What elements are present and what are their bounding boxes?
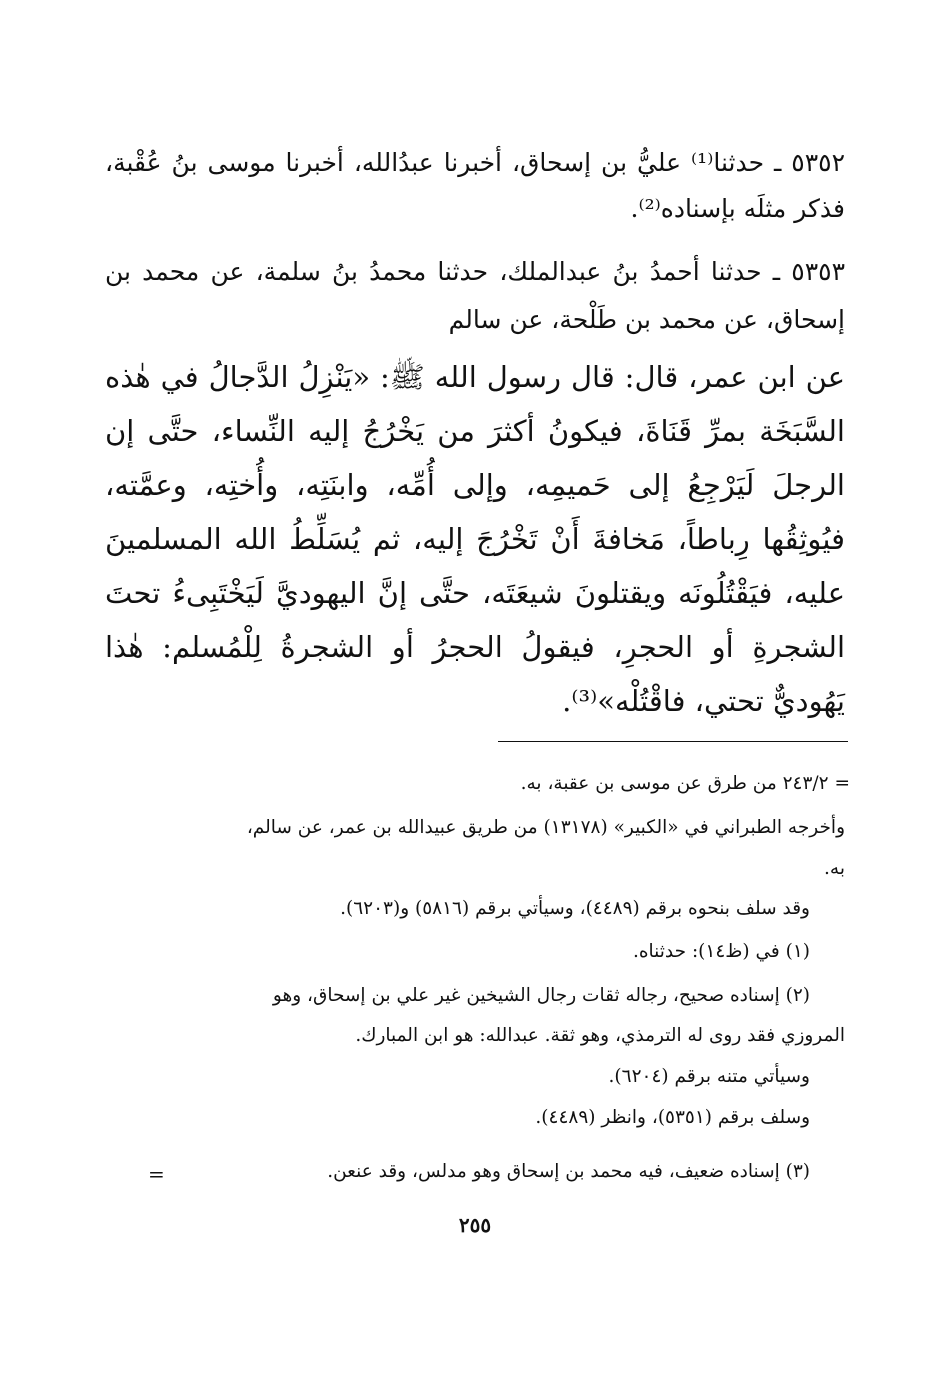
footnote-line: وسلف برقم (٥٣٥١)، وانظر (٤٤٨٩). [535,1107,810,1128]
footnote-3: (٣) إسناده ضعيف، فيه محمد بن إسحاق وهو مدلس، وقد عنعن. [327,1161,810,1182]
footnote-line: وسيأتي متنه برقم (٦٢٠٤). [608,1066,810,1087]
footnote-line: وقد سلف بنحوه برقم (٤٤٨٩)، وسيأتي برقم (٥٨١٦) و(٦٢٠٣). [340,898,810,919]
hadith-5353-isnad: ٥٣٥٣ ـ حدثنا أحمدُ بنُ عبدالملك، حدثنا محمدُ بنُ سلمة، عن محمد بن إسحاق، عن محمد بن طَلْحة، عن سالم [105,257,845,334]
page-number: ٢٥٥ [458,1213,492,1237]
footnote-line: به. [824,858,845,879]
footnote-line: = ٢٤٣/٢ من طرق عن موسى بن عقبة، به. [520,773,850,794]
footnote-separator [498,741,848,742]
hadith-5352: ٥٣٥٢ ـ حدثنا⁽¹⁾ عليُّ بن إسحاق، أخبرنا عبدُالله، أخبرنا موسى بنُ عُقْبة، فذكر مثلَه بإسناده⁽²⁾. [105,148,845,223]
footnote-line: وأخرجه الطبراني في «الكبير» (١٣١٧٨) من طريق عبيدالله بن عمر، عن سالم، [246,817,845,838]
footnote-1: (١) في (ظ١٤): حدثناه. [632,941,810,962]
footnote-line: المروزي فقد روى له الترمذي، وهو ثقة. عبدالله: هو ابن المبارك. [355,1025,845,1046]
continuation-mark: = [148,1162,165,1186]
hadith-5353-matn: عن ابن عمر، قال: قال رسول الله ﷺ: «يَنْزِلُ الدَّجالُ في هٰذه السَّبَخَة بمرِّ قَنَاةَ، فيكونُ أكثرَ من يَخْرُجُ إليه النِّساء، حتَّى إن الرجلَ لَيَرْجِعُ إلى حَميمِه، وإلى أُمِّه، وابنَتِه، وأُختِه، وعمَّته، فيُوثِقُها رِباطاً، مَخافةَ أَنْ تَخْرُجَ إليه، ثم يُسَلِّطُ الله المسلمينَ عليه، فيَقْتُلُونَه ويقتلونَ شيعَتَه، حتَّى إنَّ اليهوديَّ لَيَخْتَبِىءُ تحتَ الشجرةِ أو الحجرِ، فيقولُ الحجرُ أو الشجرةُ لِلْمُسلم: هٰذا يَهُوديٌّ تحتي، فاقْتُلْه»⁽³⁾. [105,360,845,718]
footnote-2: (٢) إسناده صحيح، رجاله ثقات رجال الشيخين غير علي بن إسحاق، وهو [272,985,810,1006]
